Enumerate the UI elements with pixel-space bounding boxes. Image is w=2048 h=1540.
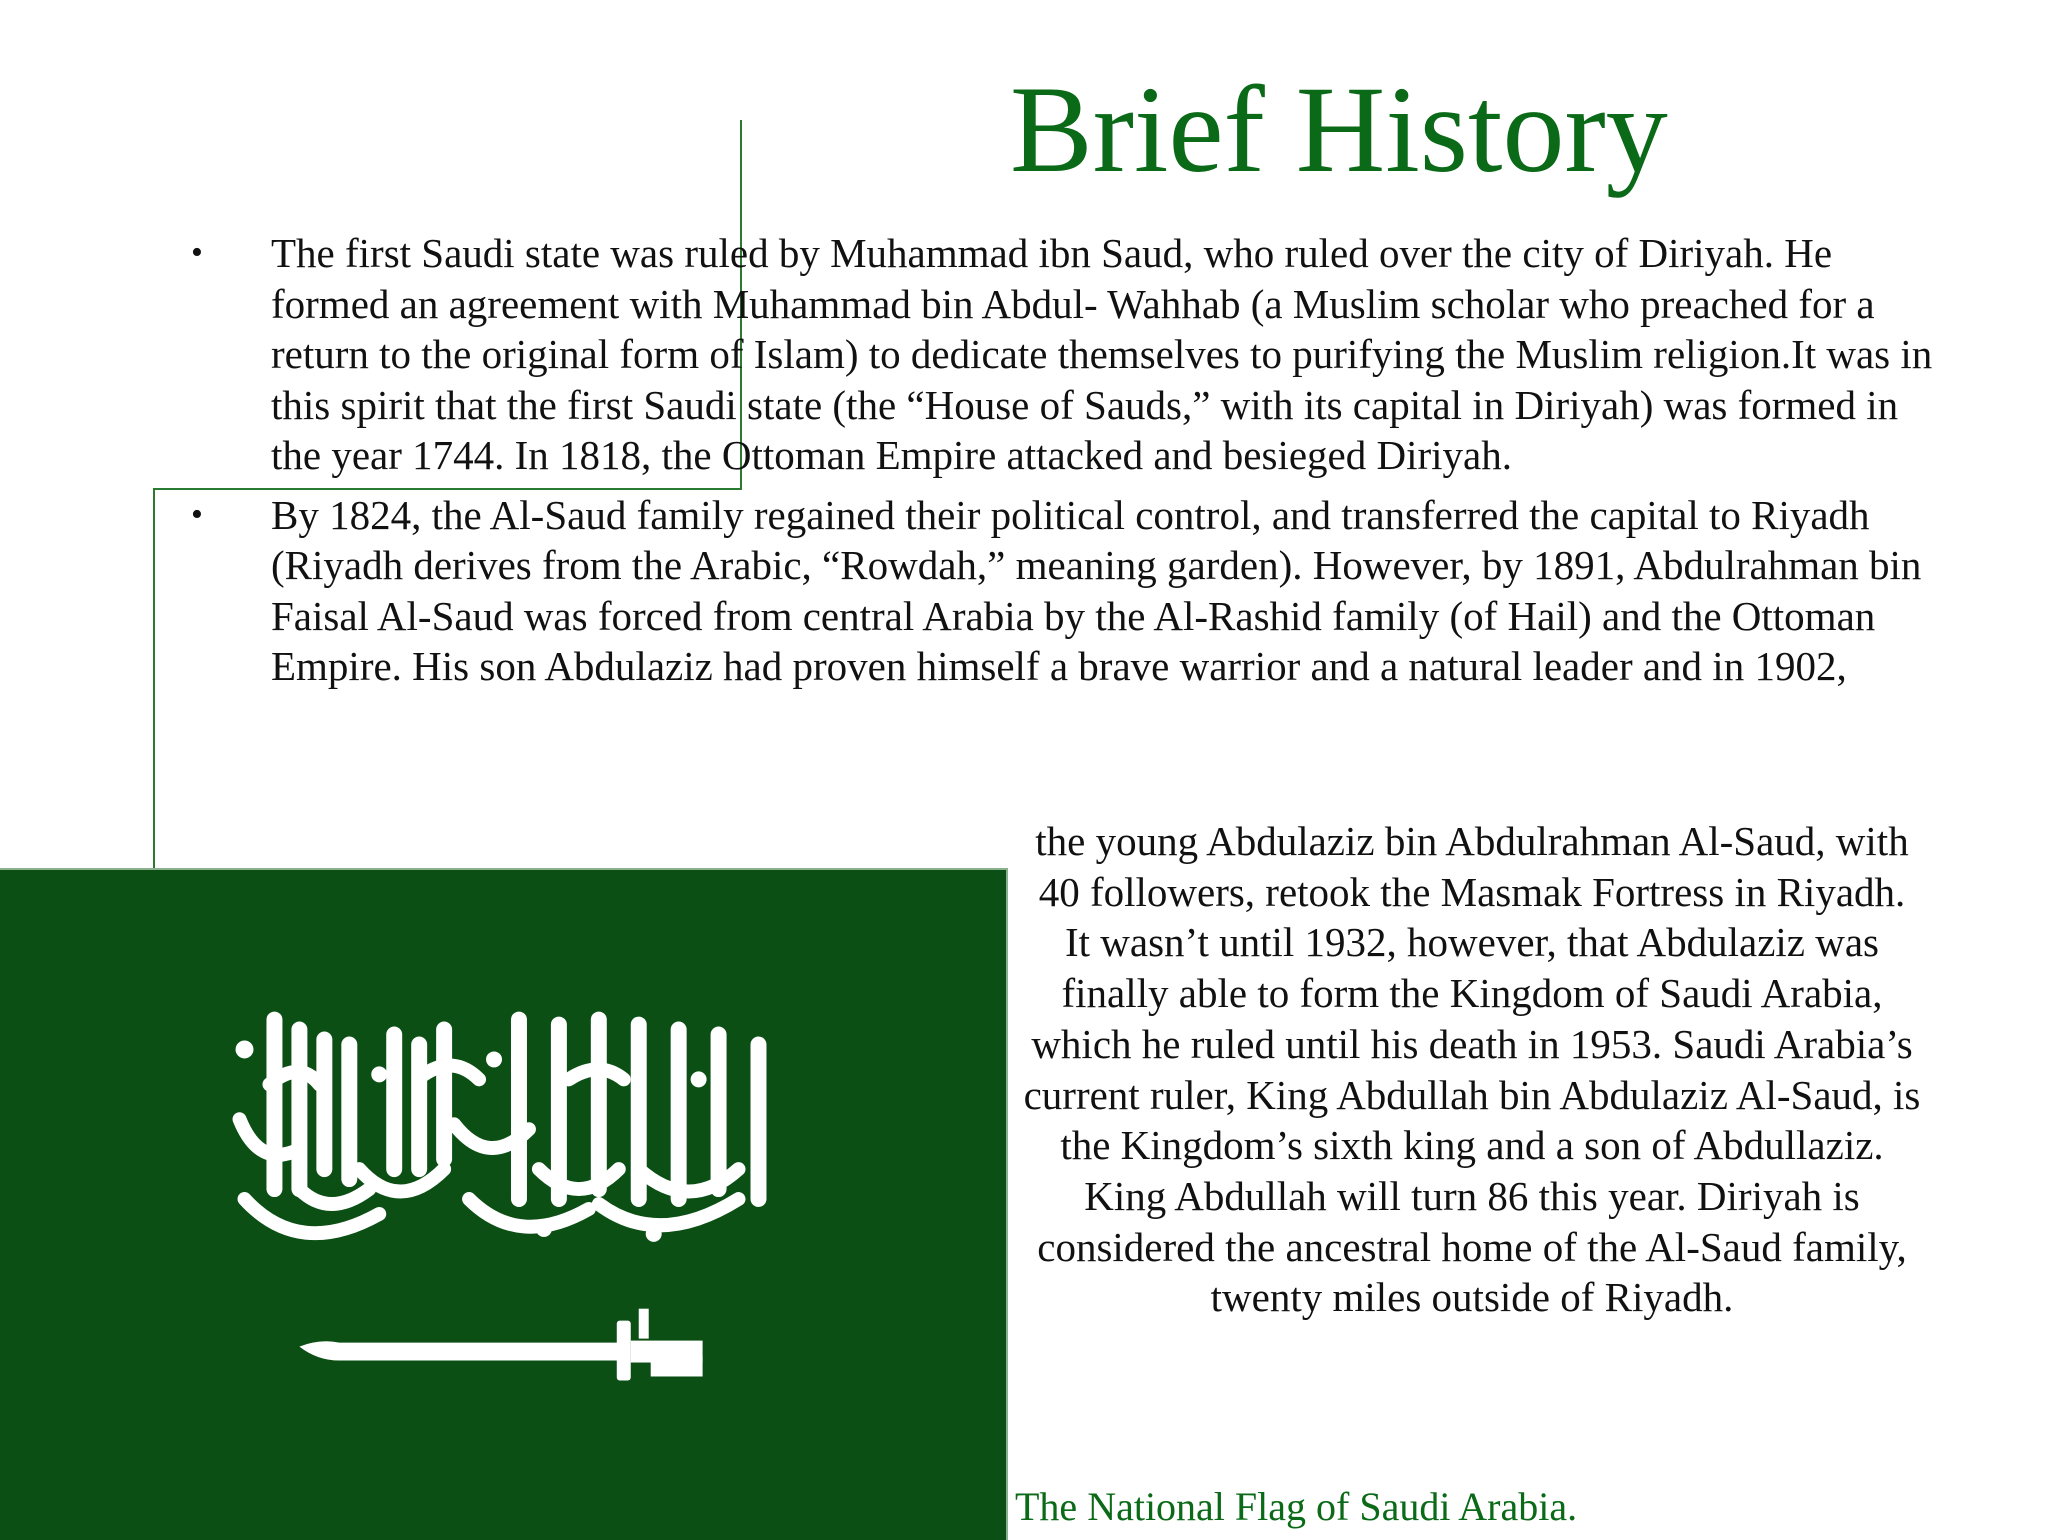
bullet-list xyxy=(185,228,1945,701)
continuation-text: the young Abdulaziz bin Abdulrahman Al-Saud, with 40 followers, retook the Masmak Fortress in Riyadh. It wasn’t until 1932, however, that Abdulaziz was finally able to form the Kingdom of Saudi Arabia, which he ruled until his death in 1953. Saudi Arabia’s current ruler, King Abdullah bin Abdulaziz Al-Saud, is the Kingdom’s sixth king and a son of Abdullaziz. King Abdullah will turn 86 this year. Diriyah is considered the ancestral home of the Al-Saud family, twenty miles outside of Riyadh. xyxy=(1023,818,1921,1321)
decorative-vertical-line-lower xyxy=(153,488,155,868)
flag-field xyxy=(0,870,1006,1540)
flag-svg xyxy=(0,870,1006,1540)
bullet-marker: • xyxy=(191,234,203,271)
bullet-text: By 1824, the Al-Saud family regained their political control, and transferred the capital to Riyadh (Riyadh derives from the Arabic, “Rowdah,” meaning garden). However, by 1891, Abdulrahman bin Faisal Al-Saud was forced from central Arabia by the Al-Rashid family (of Hail) and the Ottoman Empire. His son Abdulaziz had proven himself a brave warrior and a natural leader and in 1902, xyxy=(271,491,1922,689)
bullet-item xyxy=(185,490,1945,692)
bullet-item xyxy=(185,228,1945,481)
bullet-marker: • xyxy=(191,495,203,533)
flag-caption: The National Flag of Saudi Arabia. xyxy=(1015,1484,1578,1529)
saudi-flag-image xyxy=(0,868,1008,1540)
bullet-text: The first Saudi state was ruled by Muhammad ibn Saud, who ruled over the city of Diriyah. He formed an agreement with Muhammad bin Abdul- Wahhab (a Muslim scholar who preached for a return to the original form of Islam) to dedicate themselves to purifying the Muslim religion.It was in this spirit that the first Saudi state (the “House of Sauds,” with its capital in Diriyah) was formed in the year 1744. In 1818, the Ottoman Empire attacked and besieged Diriyah. xyxy=(271,230,1933,478)
slide-title: Brief History xyxy=(1010,61,1668,198)
